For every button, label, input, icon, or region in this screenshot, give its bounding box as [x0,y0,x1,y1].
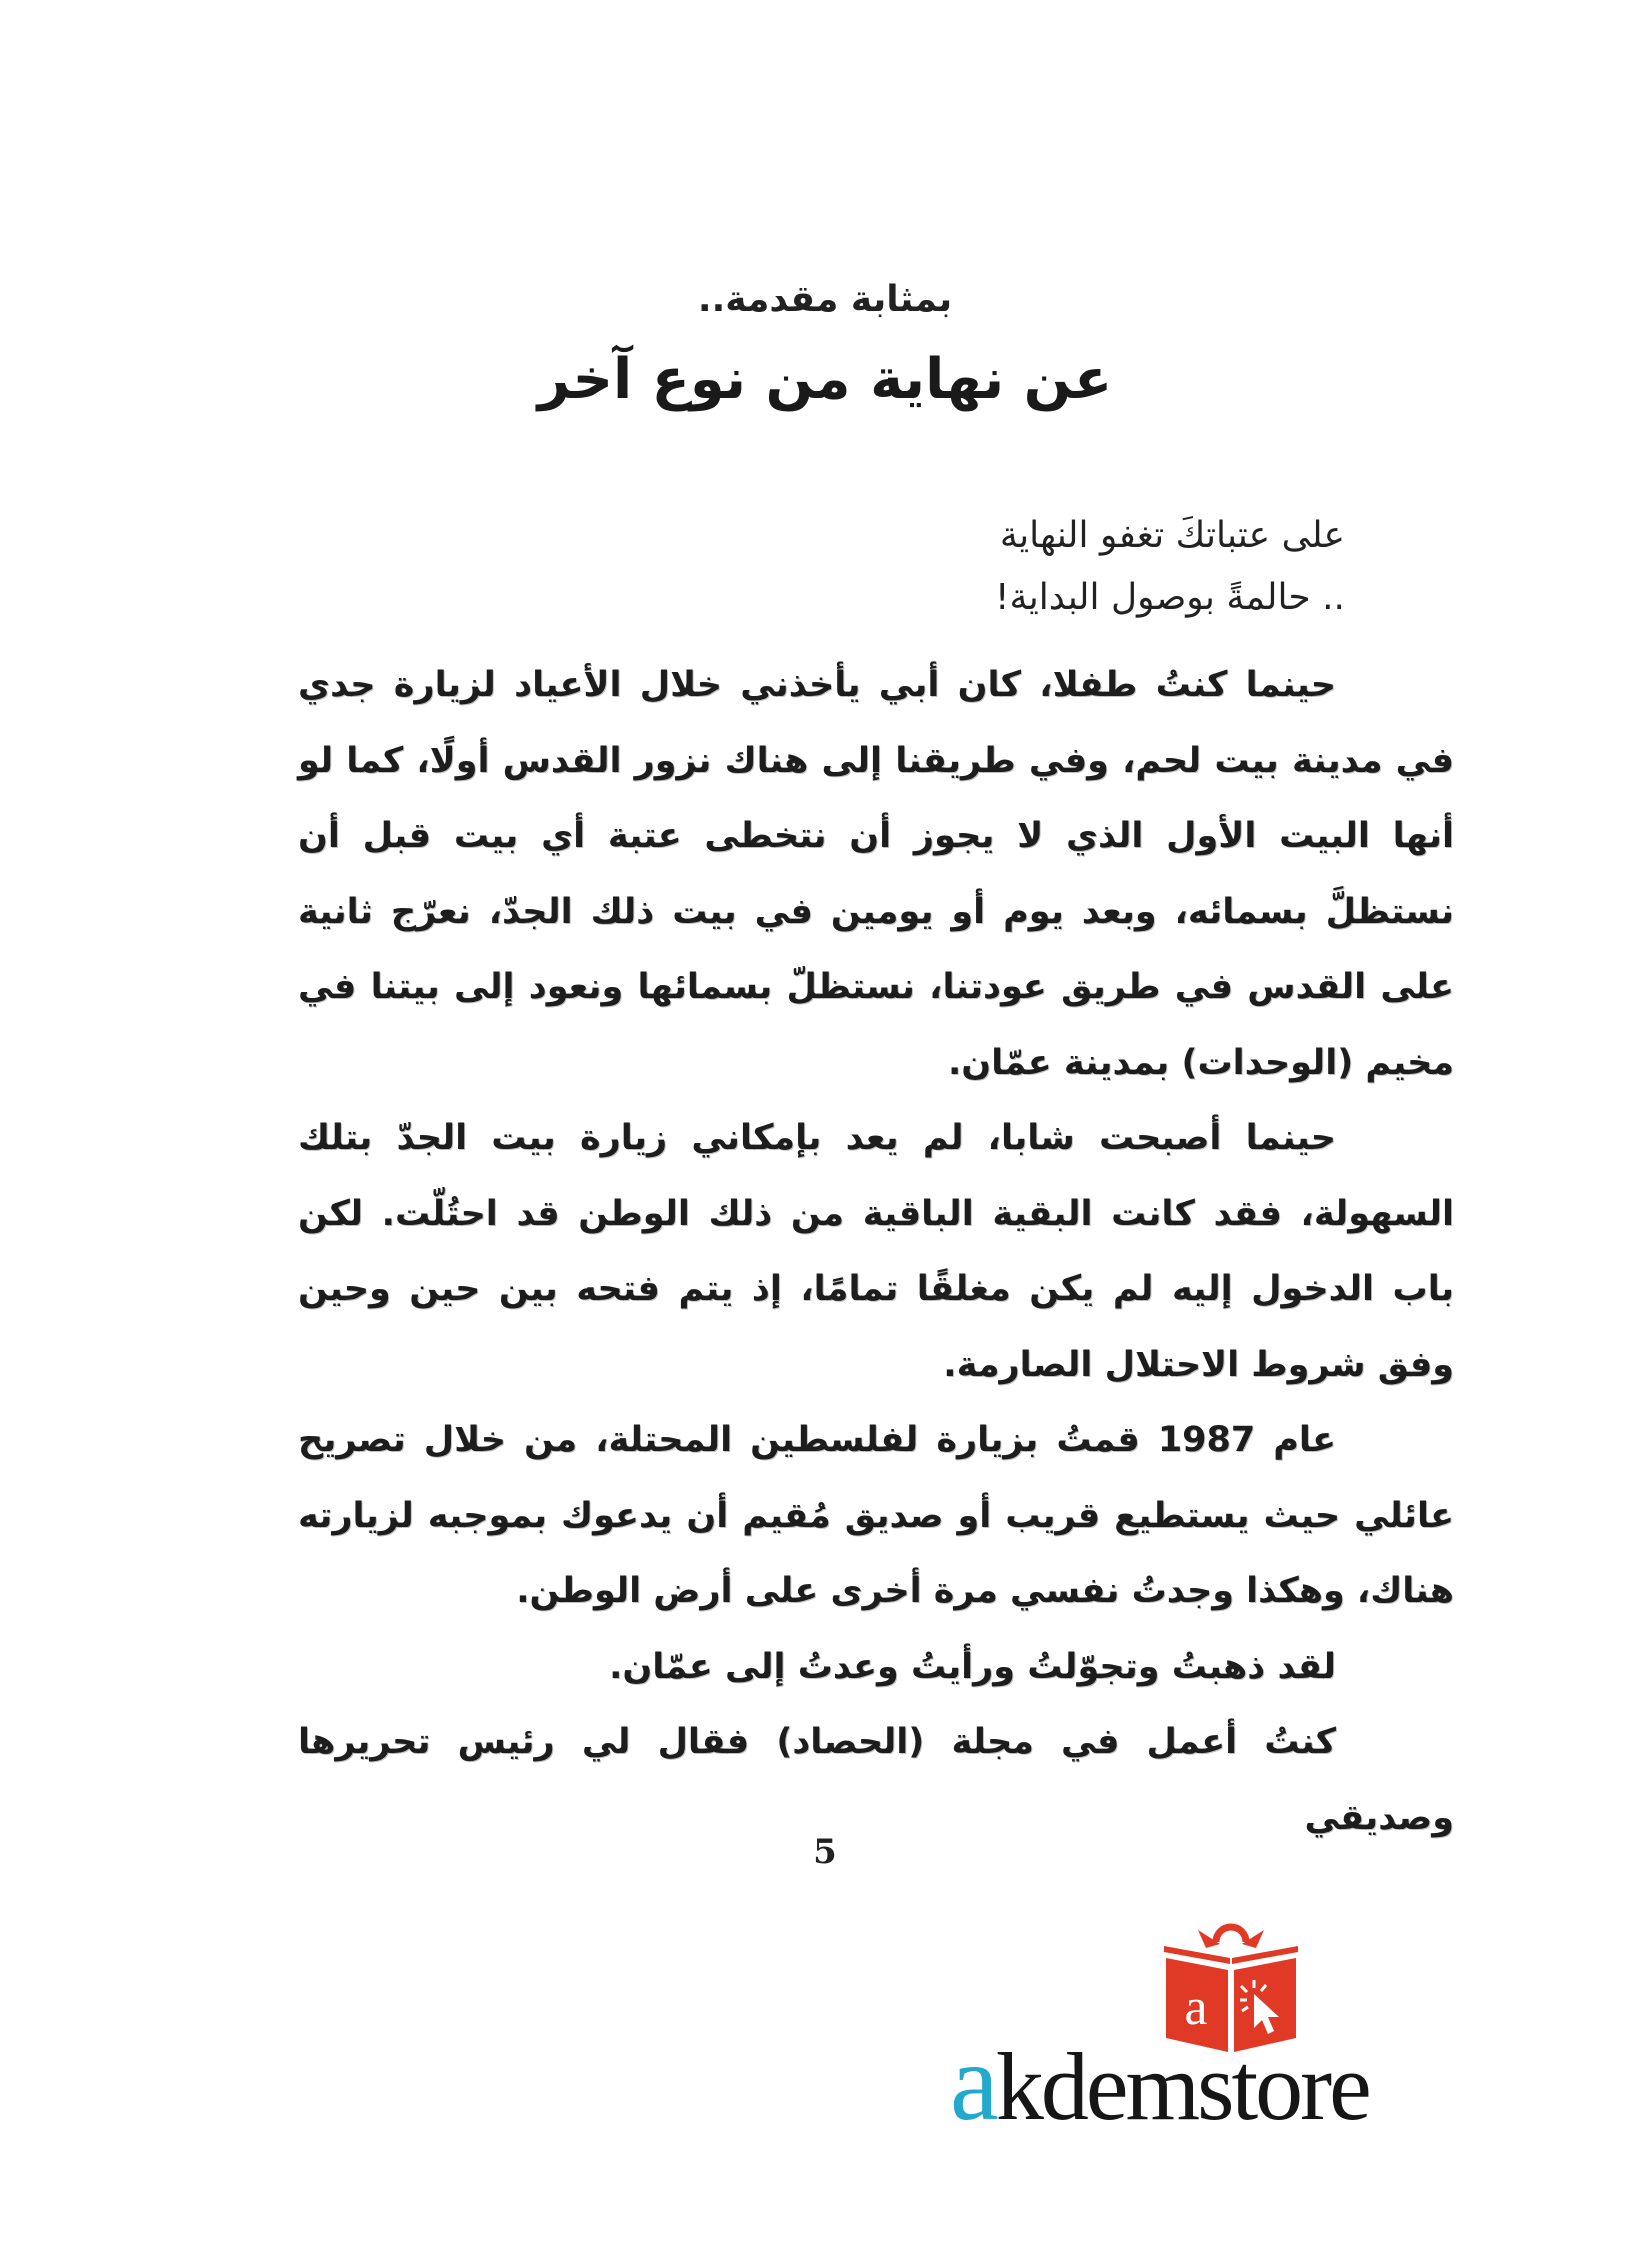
brand-first-letter: a [950,2021,996,2143]
logo-icon-letter: a [1184,1979,1208,2036]
page-number: 5 [813,1832,837,1872]
brand-wordmark [950,2021,1369,2143]
section-pretitle: بمثابة مقدمة.. [697,279,953,320]
akdemstore-watermark [950,1920,1490,2143]
epigraph-line: على عتباتكَ تغفو النهاية [999,515,1345,556]
paragraph: عام 1987 قمتُ بزيارة لفلسطين المحتلة، من خلال تصريح عائلي حيث يستطيع قريب أو صديق مُقيم أن يدعوك بموجبه لزيارته هناك، وهكذا وجدتُ نفسي مرة أخرى على أرض الوطن. [298,1420,1454,1611]
epigraph-line: .. حالمةً بوصول البداية! [995,577,1345,618]
body-text [298,648,1454,1856]
chapter-title: عن نهاية من نوع آخر [537,347,1113,412]
paragraph: كنتُ أعمل في مجلة (الحصاد) فقال لي رئيس تحريرها وصديقي [298,1722,1454,1838]
paragraph: حينما أصبحت شابا، لم يعد بإمكاني زيارة بيت الجدّ بتلك السهولة، فقد كانت البقية الباقية من ذلك الوطن قد احتُلّت. لكن باب الدخول إليه لم يكن مغلقًا تمامًا، إذ يتم فتحه بين حين وحين وفق شروط الاحتلال الصارمة. [298,1118,1454,1385]
epigraph [995,505,1345,629]
paragraph: لقد ذهبتُ وتجوّلتُ ورأيتُ وعدتُ إلى عمّان. [609,1646,1336,1687]
brand-rest: kdemstore [995,2033,1369,2140]
paragraph: حينما كنتُ طفلا، كان أبي يأخذني خلال الأعياد لزيارة جدي في مدينة بيت لحم، وفي طريقنا إلى هناك نزور القدس أولًا، كما لو أنها البيت الأول الذي لا يجوز أن نتخطى عتبة أي بيت قبل أن نستظلَّ بسمائه، وبعد يوم أو يومين في بيت ذلك الجدّ، نعرّج ثانية على القدس في طريق عودتنا، نستظلّ بسمائها ونعود إلى بيتنا في مخيم (الوحدات) بمدينة عمّان. [298,665,1454,1083]
